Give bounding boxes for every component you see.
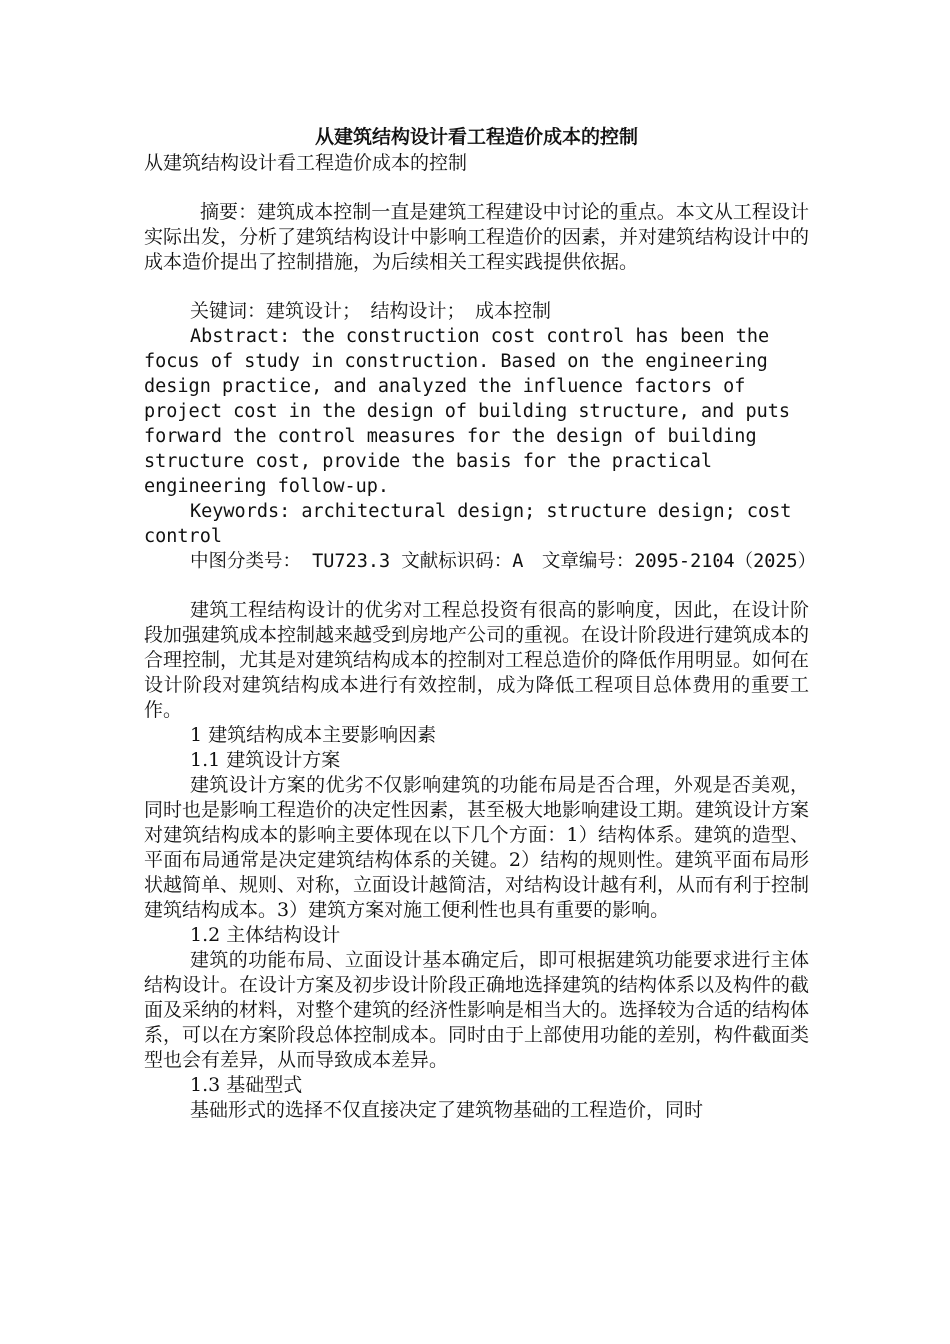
abstract-en: Abstract: the construction cost control has been the focus of study in construction. Based on the engineering design practice, and analyzed the influence factors of project cost in the design of building structure, and puts forward the control measures for the design of building structure cost, provide the basis for the practical engineering follow-up. <box>144 326 791 497</box>
document-title: 从建筑结构设计看工程造价成本的控制 <box>314 126 638 148</box>
keywords-cn: 关键词：建筑设计； 结构设计； 成本控制 <box>190 300 552 322</box>
intro-paragraph: 建筑工程结构设计的优劣对工程总投资有很高的影响度，因此，在设计阶段加强建筑成本控制越来越受到房地产公司的重视。在设计阶段进行建筑成本的合理控制，尤其是对建筑结构成本的控制对工程总造价的降低作用明显。如何在设计阶段对建筑结构成本进行有效控制，成为降低工程项目总体费用的重要工作。 <box>144 599 810 721</box>
section-heading-1-1: 1.1 建筑设计方案 <box>190 749 341 771</box>
section-heading-1: 1 建筑结构成本主要影响因素 <box>190 724 437 746</box>
keywords-en: Keywords: architectural design; structure design; cost control <box>144 501 792 547</box>
document-subtitle: 从建筑结构设计看工程造价成本的控制 <box>144 152 468 174</box>
section-paragraph-1-3: 基础形式的选择不仅直接决定了建筑物基础的工程造价，同时 <box>190 1099 704 1121</box>
classification-line: 中图分类号： TU723.3 文献标识码：A 文章编号：2095-2104（2025） <box>190 551 817 572</box>
abstract-cn: 摘要：建筑成本控制一直是建筑工程建设中讨论的重点。本文从工程设计实际出发，分析了建筑结构设计中影响工程造价的因素，并对建筑结构设计中的成本造价提出了控制措施，为后续相关工程实践提供依据。 <box>144 201 810 273</box>
section-heading-1-2: 1.2 主体结构设计 <box>190 924 341 946</box>
section-paragraph-1-2: 建筑的功能布局、立面设计基本确定后，即可根据建筑功能要求进行主体结构设计。在设计方案及初步设计阶段正确地选择建筑的结构体系以及构件的截面及采纳的材料，对整个建筑的经济性影响是相当大的。选择较为合适的结构体系，可以在方案阶段总体控制成本。同时由于上部使用功能的差别，构件截面类型也会有差异，从而导致成本差异。 <box>144 949 810 1071</box>
section-heading-1-3: 1.3 基础型式 <box>190 1074 303 1096</box>
document-page <box>144 124 817 1123</box>
section-paragraph-1-1: 建筑设计方案的优劣不仅影响建筑的功能布局是否合理，外观是否美观，同时也是影响工程造价的决定性因素，甚至极大地影响建设工期。建筑设计方案对建筑结构成本的影响主要体现在以下几个方面：1）结构体系。建筑的造型、平面布局通常是决定建筑结构体系的关键。2）结构的规则性。建筑平面布局形状越简单、规则、对称，立面设计越简洁，对结构设计越有利，从而有利于控制建筑结构成本。3）建筑方案对施工便利性也具有重要的影响。 <box>144 774 810 921</box>
